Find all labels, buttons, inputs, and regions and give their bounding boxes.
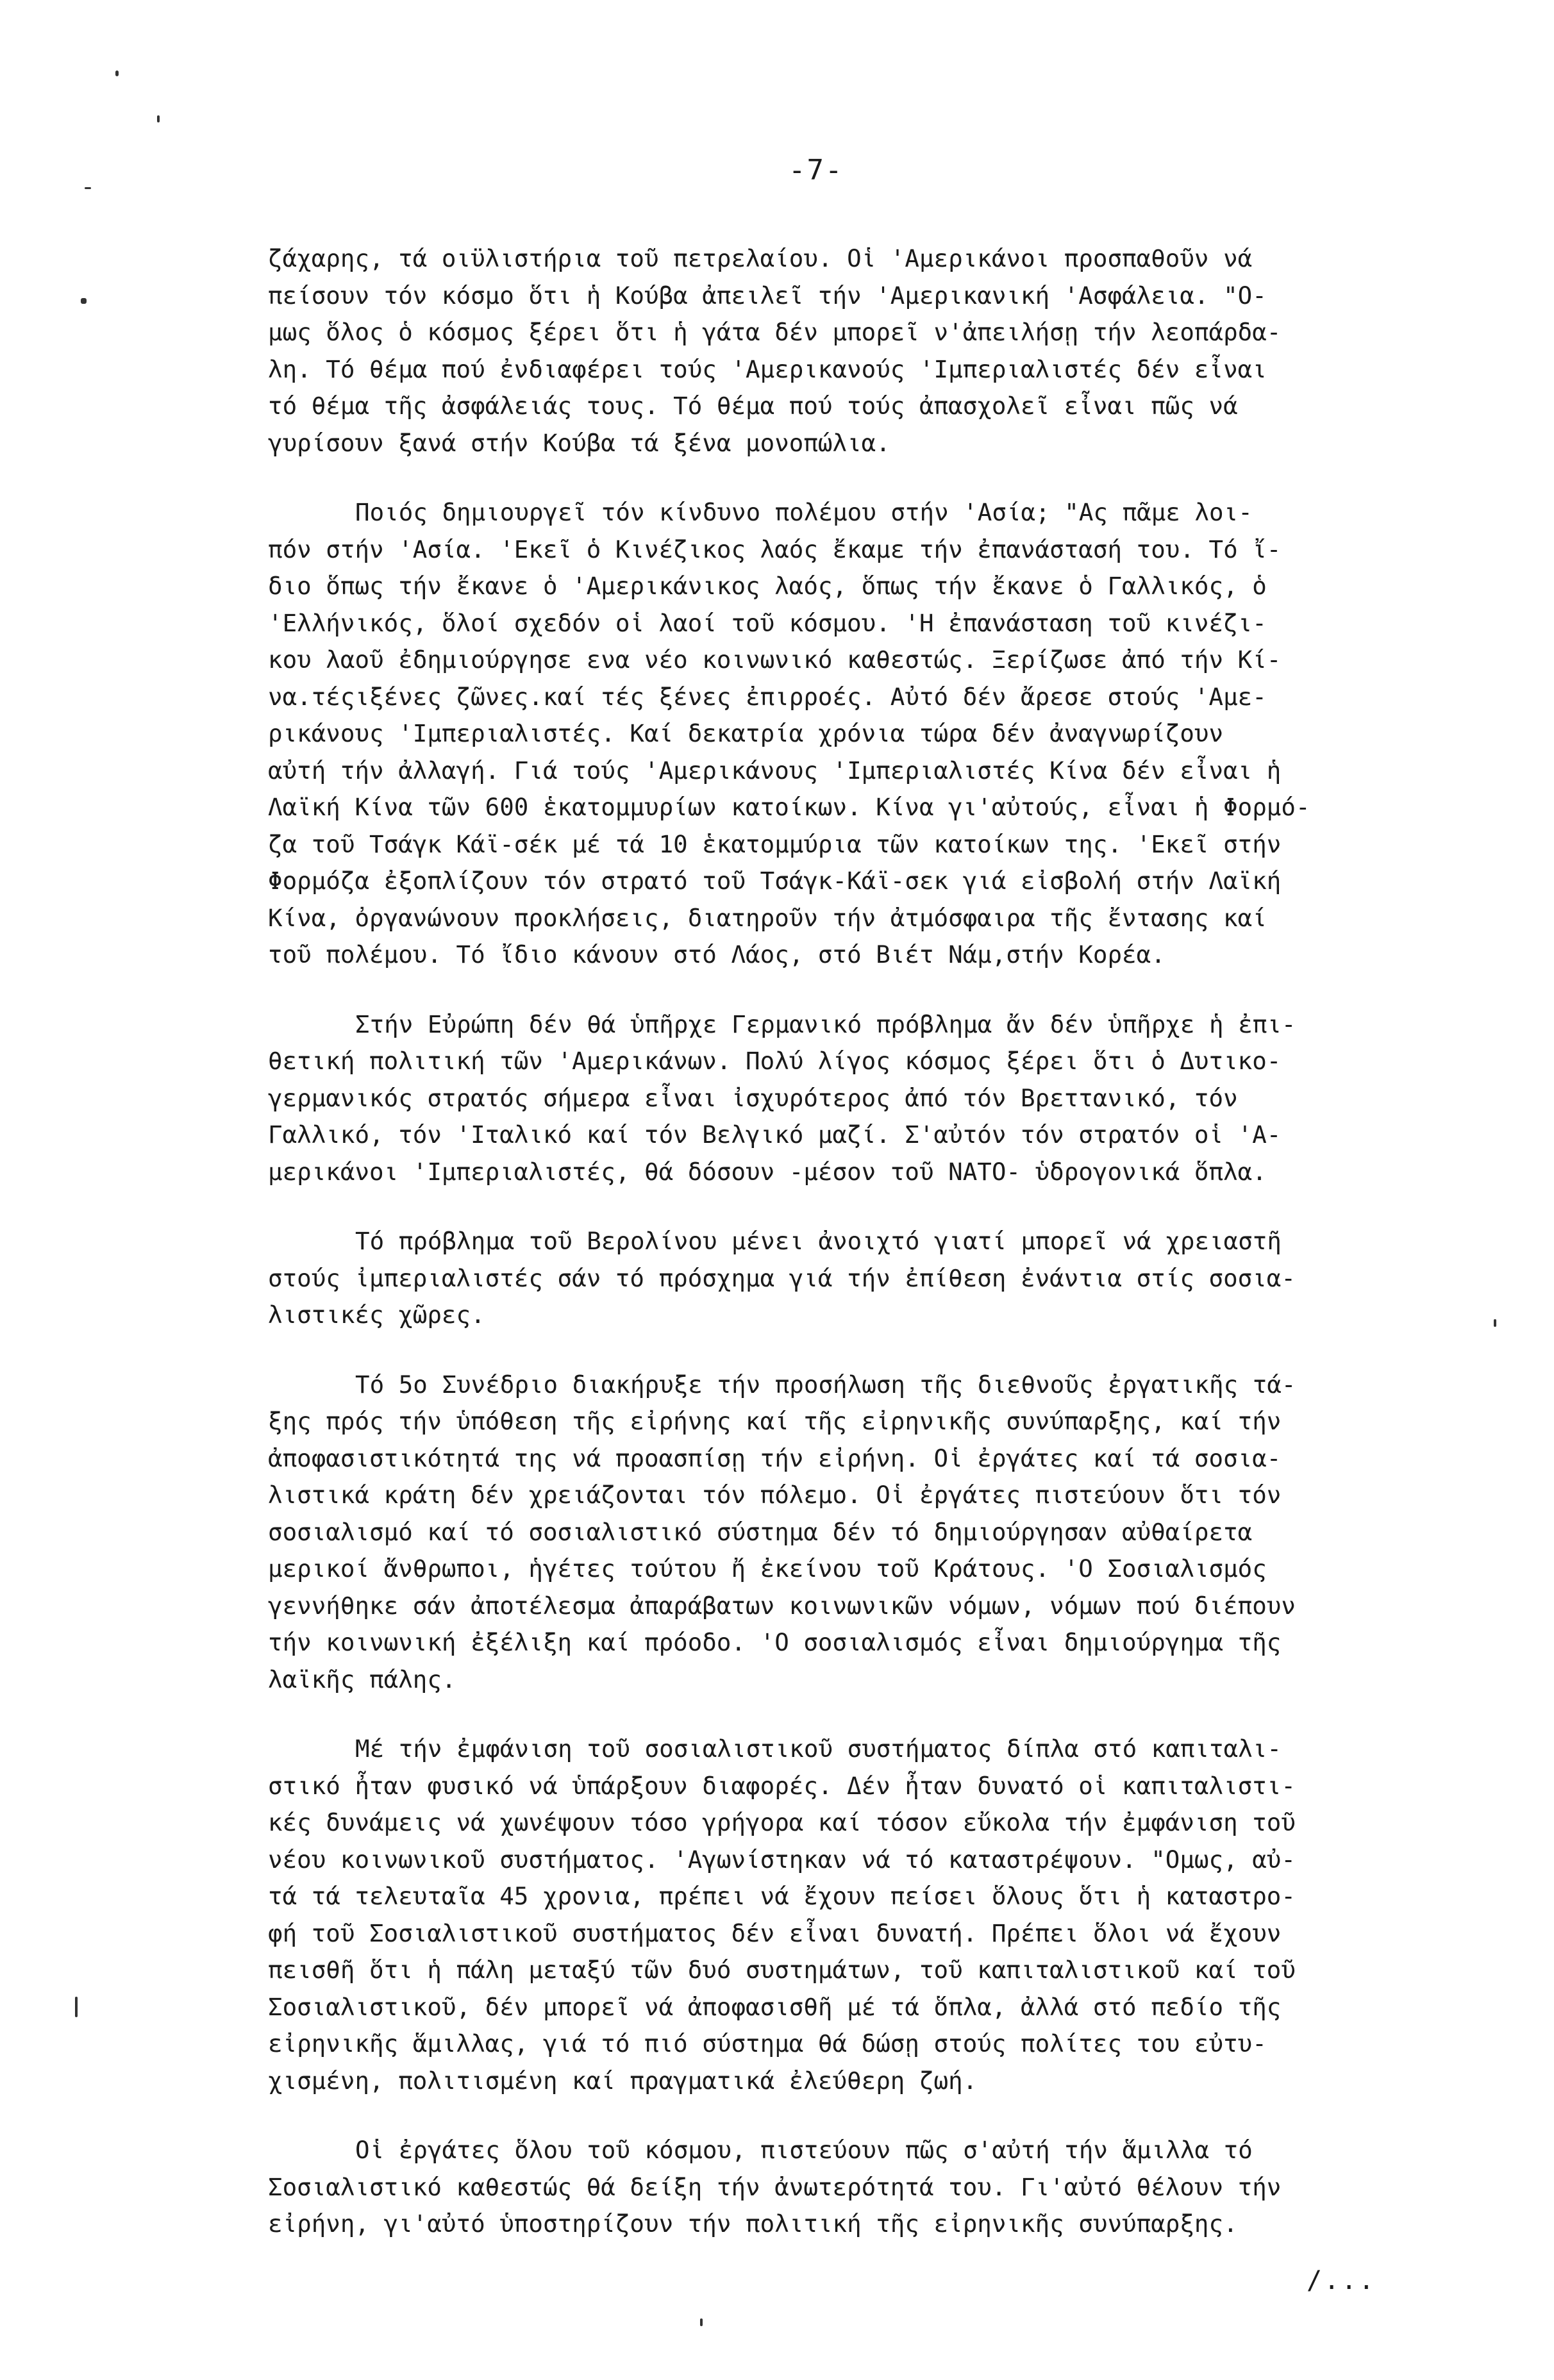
text-line: ζάχαρης, τά οιϋλιστήρια τοῦ πετρελαίου. Οἱ 'Αμερικάνοι προσπαθοῦν νά [268, 244, 1253, 272]
body-text [268, 240, 1476, 2243]
text-line: στούς ἰμπεριαλιστές σάν τό πρόσχημα γιά τήν ἐπίθεση ἐνάντια στίς σοσια- [268, 1263, 1296, 1292]
text-line: λη. Τό θέμα πού ἐνδιαφέρει τούς 'Αμερικανούς 'Ιμπεριαλιστές δέν εἶναι [268, 354, 1267, 383]
text-line: να.τέςιξένες ζῶνες.καί τές ξένες ἐπιρροές. Αὐτό δέν ἄρεσε στούς 'Αμε- [268, 682, 1267, 711]
text-line: λιστικά κράτη δέν χρειάζονται τόν πόλεμο. Οἱ ἐργάτες πιστεύουν ὅτι τόν [268, 1481, 1282, 1509]
text-line: λαϊκῆς πάλης. [268, 1665, 456, 1693]
text-line: Σοσιαλιστικοῦ, δέν μπορεῖ νά ἀποφασισθῆ μέ τά ὅπλα, ἀλλά στό πεδίο τῆς [268, 1992, 1282, 2021]
text-line: πείσουν τόν κόσμο ὅτι ἡ Κούβα ἀπειλεῖ τήν 'Αμερικανική 'Ασφάλεια. "Ο- [268, 281, 1267, 310]
text-line: κές δυνάμεις νά χωνέψουν τόσο γρήγορα καί τόσον εὔκολα τήν ἐμφάνιση τοῦ [268, 1808, 1296, 1836]
text-line: λιστικές χῶρες. [268, 1301, 485, 1329]
text-line: τά τά τελευταῖα 45 χρονια, πρέπει νά ἔχουν πείσει ὅλους ὅτι ἡ καταστρο- [268, 1882, 1296, 1910]
scan-speck [75, 1997, 78, 2017]
text-line: αὐτή τήν ἀλλαγή. Γιά τούς 'Αμερικάνους 'Ιμπεριαλιστές Κίνα δέν εἶναι ἡ [268, 756, 1282, 785]
text-line: ζα τοῦ Τσάγκ Κάϊ-σέκ μέ τά 10 ἑκατομμύρια τῶν κατοίκων της. 'Εκεῖ στήν [268, 829, 1282, 858]
text-line: ρικάνους 'Ιμπεριαλιστές. Καί δεκατρία χρόνια τώρα δέν ἀναγνωρίζουν [268, 719, 1224, 747]
text-line: ἀποφασιστικότητά της νά προασπίσῃ τήν εἰρήνη. Οἱ ἐργάτες καί τά σοσια- [268, 1444, 1282, 1472]
text-line: κου λαοῦ ἐδημιούργησε ενα νέο κοινωνικό καθεστώς. Ξερίζωσε ἀπό τήν Κί- [268, 645, 1282, 674]
text-line: γεννήθηκε σάν ἀποτέλεσμα ἀπαράβατων κοινωνικῶν νόμων, νόμων πού διέπουν [268, 1591, 1296, 1620]
scan-speck [157, 115, 160, 122]
text-line: μερικοί ἄνθρωποι, ἡγέτες τούτου ἤ ἐκείνου τοῦ Κράτους. 'Ο Σοσιαλισμός [268, 1554, 1267, 1583]
text-line: Οἱ ἐργάτες ὅλου τοῦ κόσμου, πιστεύουν πῶς σ'αὐτή τήν ἅμιλλα τό [355, 2136, 1253, 2164]
paragraph-2 [268, 494, 1476, 974]
text-line: ξης πρός τήν ὑπόθεση τῆς εἰρήνης καί τῆς εἰρηνικῆς συνύπαρξης, καί τήν [268, 1407, 1282, 1435]
paragraph-5 [268, 1367, 1476, 1699]
text-line: διο ὅπως τήν ἔκανε ὁ 'Αμερικάνικος λαός, ὅπως τήν ἔκανε ὁ Γαλλικός, ὁ [268, 572, 1267, 600]
scan-speck [115, 71, 119, 76]
text-line: πόν στήν 'Ασία. 'Εκεῖ ὁ Κινέζικος λαός ἔκαμε τήν ἐπανάστασή του. Τό ἴ- [268, 535, 1282, 563]
text-line: Ποιός δημιουργεῖ τόν κίνδυνο πολέμου στήν 'Ασία; "Ας πᾶμε λοι- [355, 498, 1253, 526]
scan-speck [85, 187, 91, 189]
text-line: μως ὅλος ὁ κόσμος ξέρει ὅτι ἡ γάτα δέν μπορεῖ ν'ἀπειλήσῃ τήν λεοπάρδα- [268, 318, 1282, 346]
text-line: Τό 5ο Συνέδριο διακήρυξε τήν προσήλωση τῆς διεθνοῦς ἐργατικῆς τά- [355, 1370, 1296, 1399]
text-line: γυρίσουν ξανά στήν Κούβα τά ξένα μονοπώλια. [268, 428, 890, 457]
paragraph-3 [268, 1006, 1476, 1191]
continuation-mark: /... [1307, 2266, 1376, 2295]
text-line: Γαλλικό, τόν 'Ιταλικό καί τόν Βελγικό μαζί. Σ'αὐτόν τόν στρατόν οἱ 'Α- [268, 1120, 1282, 1149]
text-line: σοσιαλισμό καί τό σοσιαλιστικό σύστημα δέν τό δημιούργησαν αὐθαίρετα [268, 1517, 1253, 1546]
text-line: θετική πολιτική τῶν 'Αμερικάνων. Πολύ λίγος κόσμος ξέρει ὅτι ὁ Δυτικο- [268, 1047, 1282, 1075]
paragraph-1 [268, 240, 1476, 462]
text-line: τοῦ πολέμου. Τό ἴδιο κάνουν στό Λάος, στό Βιέτ Νάμ,στήν Κορέα. [268, 940, 1166, 969]
paragraph-4 [268, 1223, 1476, 1334]
paragraph-6 [268, 1731, 1476, 2099]
text-line: φή τοῦ Σοσιαλιστικοῦ συστήματος δέν εἶναι δυνατή. Πρέπει ὅλοι νά ἔχουν [268, 1918, 1282, 1947]
text-line: Σοσιαλιστικό καθεστώς θά δείξη τήν ἀνωτερότητά του. Γι'αὐτό θέλουν τήν [268, 2172, 1282, 2201]
text-line: τό θέμα τῆς ἀσφάλειάς τους. Τό θέμα πού τούς ἀπασχολεῖ εἶναι πῶς νά [268, 392, 1238, 420]
text-line: πεισθῆ ὅτι ἡ πάλη μεταξύ τῶν δυό συστημάτων, τοῦ καπιταλιστικοῦ καί τοῦ [268, 1956, 1296, 1984]
page-number: -7- [789, 154, 844, 187]
text-line: στικό ἦταν φυσικό νά ὑπάρξουν διαφορές. Δέν ἦταν δυνατό οἱ καπιταλιστι- [268, 1771, 1296, 1800]
text-line: τήν κοινωνική ἐξέλιξη καί πρόοδο. 'Ο σοσιαλισμός εἶναι δημιούργημα τῆς [268, 1628, 1282, 1656]
text-line: Στήν Εὐρώπη δέν θά ὑπῆρχε Γερμανικό πρόβλημα ἄν δέν ὑπῆρχε ἡ ἐπι- [355, 1010, 1296, 1038]
scan-speck [700, 2318, 703, 2326]
text-line: Φορμόζα ἐξοπλίζουν τόν στρατό τοῦ Τσάγκ-Κάϊ-σεκ γιά εἰσβολή στήν Λαϊκή [268, 867, 1282, 895]
scan-speck [81, 298, 87, 304]
text-line: Μέ τήν ἐμφάνιση τοῦ σοσιαλιστικοῦ συστήματος δίπλα στό καπιταλι- [355, 1735, 1282, 1763]
paragraph-7 [268, 2132, 1476, 2243]
text-line: νέου κοινωνικοῦ συστήματος. 'Αγωνίστηκαν νά τό καταστρέψουν. "Ομως, αὐ- [268, 1845, 1296, 1874]
text-line: Κίνα, ὀργανώνουν προκλήσεις, διατηροῦν τήν ἀτμόσφαιρα τῆς ἔντασης καί [268, 903, 1267, 932]
text-line: μερικάνοι 'Ιμπεριαλιστές, θά δόσουν -μέσον τοῦ ΝΑΤΟ- ὑδρογονικά ὅπλα. [268, 1157, 1267, 1186]
text-line: Λαϊκή Κίνα τῶν 600 ἑκατομμυρίων κατοίκων. Κίνα γι'αὐτούς, εἶναι ἡ Φορμό- [268, 793, 1310, 821]
text-line: χισμένη, πολιτισμένη καί πραγματικά ἐλεύθερη ζωή. [268, 2066, 978, 2095]
text-line: Τό πρόβλημα τοῦ Βερολίνου μένει ἀνοιχτό γιατί μπορεῖ νά χρειαστῆ [355, 1227, 1282, 1255]
text-line: 'Ελλήνικός, ὅλοί σχεδόν οἱ λαοί τοῦ κόσμου. 'Η ἐπανάσταση τοῦ κινέζι- [268, 608, 1267, 637]
text-line: εἰρηνικῆς ἅμιλλας, γιά τό πιό σύστημα θά δώσῃ στούς πολίτες του εὐτυ- [268, 2029, 1267, 2058]
scan-speck [1494, 1319, 1496, 1327]
text-line: γερμανικός στρατός σήμερα εἶναι ἰσχυρότερος ἀπό τόν Βρεττανικό, τόν [268, 1083, 1238, 1112]
text-line: εἰρήνη, γι'αὐτό ὑποστηρίζουν τήν πολιτική τῆς εἰρηνικῆς συνύπαρξης. [268, 2209, 1238, 2238]
